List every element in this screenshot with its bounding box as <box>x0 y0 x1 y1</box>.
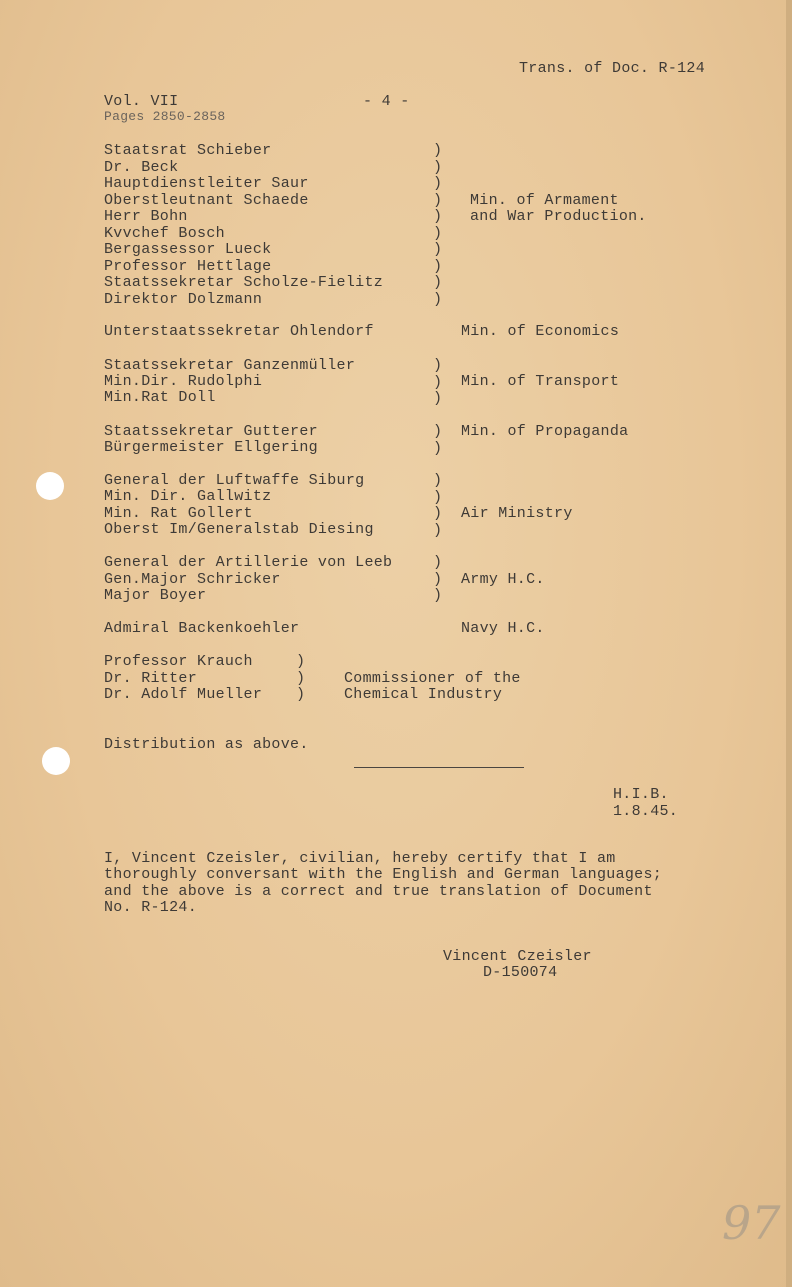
name-line: Staatssekretar Gutterer <box>104 423 318 440</box>
page-number: - 4 - <box>363 93 410 110</box>
name-line: Unterstaatssekretar Ohlendorf <box>104 323 374 340</box>
ministry-label: Army H.C. <box>461 571 545 588</box>
distribution-note: Distribution as above. <box>104 736 309 753</box>
certification-line: thoroughly conversant with the English and German languages; <box>104 866 663 883</box>
handwritten-page-mark: 97 <box>722 1196 781 1250</box>
date: 1.8.45. <box>613 803 679 820</box>
ministry-label: Commissioner of the <box>344 670 521 687</box>
name-line: Hauptdienstleiter Saur <box>104 175 309 192</box>
ministry-label: Navy H.C. <box>461 620 545 637</box>
punch-hole-top <box>36 472 64 500</box>
ministry-label: and War Production. <box>470 208 647 225</box>
name-line: Major Boyer <box>104 587 207 604</box>
separator-line <box>354 767 524 768</box>
name-line: General der Artillerie von Leeb <box>104 554 393 571</box>
name-line: Professor Krauch <box>104 653 253 670</box>
ministry-label: Air Ministry <box>461 505 573 522</box>
name-line: Staatssekretar Scholze-Fielitz <box>104 274 384 291</box>
name-line: Admiral Backenkoehler <box>104 620 300 637</box>
name-line: Bergassessor Lueck <box>104 241 272 258</box>
name-line: Min. Dir. Gallwitz <box>104 488 272 505</box>
bracket-column: ) ) <box>433 423 443 457</box>
ministry-label: Min. of Economics <box>461 323 620 340</box>
name-line: Dr. Adolf Mueller <box>104 686 263 703</box>
name-line: Direktor Dolzmann <box>104 291 263 308</box>
name-line: Staatssekretar Ganzenmüller <box>104 357 356 374</box>
bracket-column: ) ) ) ) <box>433 472 443 539</box>
name-line: Oberstleutnant Schaede <box>104 192 309 209</box>
signer-name: Vincent Czeisler <box>443 948 592 965</box>
ministry-label: Min. of Transport <box>461 373 620 390</box>
certification-line: and the above is a correct and true translation of Document <box>104 883 653 900</box>
bracket-column: ) ) ) <box>433 357 443 407</box>
ministry-label: Chemical Industry <box>344 686 503 703</box>
ministry-label: Min. of Armament <box>470 192 619 209</box>
name-line: General der Luftwaffe Siburg <box>104 472 365 489</box>
name-line: Professor Hettlage <box>104 258 272 275</box>
name-line: Herr Bohn <box>104 208 188 225</box>
name-line: Kvvchef Bosch <box>104 225 225 242</box>
name-line: Min.Rat Doll <box>104 389 216 406</box>
certification-line: No. R-124. <box>104 899 198 916</box>
page-edge <box>786 0 792 1287</box>
pages-label: Pages 2850-2858 <box>104 109 226 124</box>
name-line: Oberst Im/Generalstab Diesing <box>104 521 374 538</box>
name-line: Min.Dir. Rudolphi <box>104 373 263 390</box>
name-line: Gen.Major Schricker <box>104 571 281 588</box>
name-line: Min. Rat Gollert <box>104 505 253 522</box>
name-line: Dr. Ritter <box>104 670 198 687</box>
bracket-column: ) ) ) <box>296 653 306 703</box>
volume-label: Vol. VII <box>104 93 179 110</box>
name-line: Staatsrat Schieber <box>104 142 272 159</box>
name-line: Bürgermeister Ellgering <box>104 439 318 456</box>
signer-number: D-150074 <box>483 964 558 981</box>
punch-hole-bottom <box>42 747 70 775</box>
certification-line: I, Vincent Czeisler, civilian, hereby certify that I am <box>104 850 616 867</box>
translation-reference: Trans. of Doc. R-124 <box>519 60 706 77</box>
initials: H.I.B. <box>613 786 669 803</box>
name-line: Dr. Beck <box>104 159 179 176</box>
bracket-column: ) ) ) <box>433 554 443 604</box>
ministry-label: Min. of Propaganda <box>461 423 629 440</box>
bracket-column: ) ) ) ) ) ) ) ) ) ) <box>433 142 443 308</box>
